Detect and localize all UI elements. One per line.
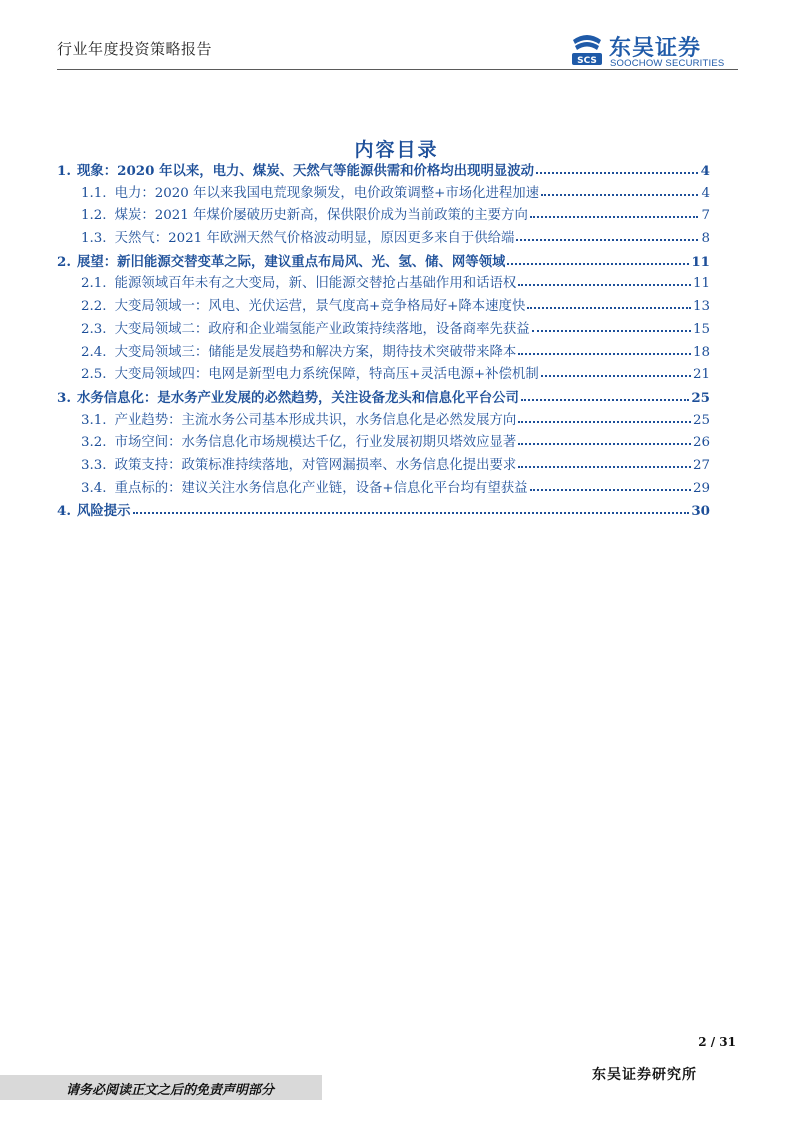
toc-section[interactable] [57, 387, 710, 410]
toc-entry-text: 大变局领域二：政府和企业端氢能产业政策持续落地，设备商率先获益 [114, 321, 530, 337]
toc-entry-page: 21 [692, 367, 710, 383]
toc-entry-page: 26 [692, 435, 710, 451]
toc-subsection[interactable] [57, 228, 710, 251]
toc-entry-text: 大变局领域三：储能是发展趋势和解决方案，期待技术突破带来降本 [114, 344, 517, 360]
toc-subsection[interactable] [57, 432, 710, 455]
toc-entry-text: 天然气：2021 年欧洲天然气价格波动明显，原因更多来自于供给端 [114, 231, 515, 247]
toc-subsection[interactable] [57, 455, 710, 478]
toc-entry-text: 产业趋势：主流水务公司基本形成共识，水务信息化是必然发展方向 [114, 412, 517, 428]
toc-entry-text: 展望：新旧能源交替变革之际，建议重点布局风、光、氢、储、网等领域 [76, 253, 506, 270]
toc-dot-leader [532, 320, 691, 332]
toc-entry-number: 3.2. [81, 435, 107, 451]
toc-dot-leader [530, 206, 698, 218]
toc-entry-page: 4 [700, 163, 710, 179]
toc-entry-page: 11 [691, 253, 710, 270]
toc-entry-number: 3.3. [81, 457, 107, 473]
toc-entry-number: 3. [57, 389, 71, 406]
toc-subsection[interactable] [57, 478, 710, 501]
toc-entry-text: 煤炭：2021 年煤价屡破历史新高，保供限价成为当前政策的主要方向 [114, 208, 528, 224]
toc-section[interactable] [57, 500, 710, 523]
toc-entry-page: 4 [701, 185, 710, 201]
toc-subsection[interactable] [57, 319, 710, 342]
toc-dot-leader [518, 433, 691, 445]
toc-section[interactable] [57, 160, 710, 183]
soochow-logo-icon [569, 32, 605, 68]
toc-entry-page: 25 [692, 412, 710, 428]
toc-entry-page: 13 [692, 299, 710, 315]
toc-entry-text: 大变局领域一：风电、光伏运营，景气度高+竞争格局好+降本速度快 [114, 299, 526, 315]
toc-dot-leader [518, 456, 691, 468]
logo-chinese-name: 东吴证券 [609, 36, 702, 61]
toc-entry-text: 现象：2020 年以来，电力、煤炭、天然气等能源供需和价格均出现明显波动 [76, 163, 535, 179]
toc-entry-text: 电力：2020 年以来我国电荒现象频发，电价政策调整+市场化进程加速 [114, 185, 540, 201]
toc-dot-leader [530, 479, 691, 491]
report-type: 行业年度投资策略报告 [57, 40, 213, 58]
toc-entry-number: 3.4. [81, 480, 107, 496]
toc-entry-number: 2. [57, 253, 71, 270]
toc-entry-number: 2.2. [81, 299, 107, 315]
toc-entry-number: 1.2. [81, 208, 107, 224]
toc-entry-text: 市场空间：水务信息化市场规模达千亿，行业发展初期贝塔效应显著 [114, 435, 517, 451]
toc-dot-leader [518, 274, 691, 286]
toc-dot-leader [521, 389, 689, 401]
header-divider [57, 69, 738, 70]
toc-entry-text: 大变局领域四：电网是新型电力系统保障，特高压+灵活电源+补偿机制 [114, 367, 539, 383]
toc-entry-page: 25 [691, 389, 710, 406]
toc-entry-number: 2.3. [81, 321, 107, 337]
toc-entry-number: 3.1. [81, 412, 107, 428]
toc-entry-page: 7 [701, 208, 710, 224]
toc-section[interactable] [57, 251, 710, 274]
toc-dot-leader [507, 253, 689, 265]
toc-entry-number: 2.1. [81, 276, 107, 292]
company-logo [569, 30, 739, 70]
toc-dot-leader [536, 162, 698, 174]
toc-entry-page: 8 [701, 231, 710, 247]
table-of-contents [57, 160, 710, 523]
toc-subsection[interactable] [57, 410, 710, 433]
toc-entry-page: 18 [692, 344, 710, 360]
toc-entry-number: 1. [57, 163, 71, 179]
toc-entry-page: 15 [692, 321, 710, 337]
toc-entry-page: 27 [692, 457, 710, 473]
toc-subsection[interactable] [57, 296, 710, 319]
toc-entry-page: 11 [692, 276, 710, 292]
toc-subsection[interactable] [57, 342, 710, 365]
toc-dot-leader [541, 365, 691, 377]
toc-dot-leader [541, 184, 698, 196]
toc-dot-leader [518, 411, 691, 423]
toc-entry-number: 2.5. [81, 367, 107, 383]
toc-entry-text: 重点标的：建议关注水务信息化产业链，设备+信息化平台均有望获益 [114, 480, 528, 496]
toc-subsection[interactable] [57, 205, 710, 228]
toc-entry-number: 1.1. [81, 185, 107, 201]
toc-dot-leader [133, 502, 690, 514]
toc-subsection[interactable] [57, 364, 710, 387]
toc-subsection[interactable] [57, 273, 710, 296]
toc-entry-text: 水务信息化：是水务产业发展的必然趋势，关注设备龙头和信息化平台公司 [76, 389, 519, 406]
toc-entry-page: 30 [691, 503, 710, 520]
toc-entry-page: 29 [692, 480, 710, 496]
toc-entry-text: 政策支持：政策标准持续落地，对管网漏损率、水务信息化提出要求 [114, 457, 517, 473]
toc-entry-number: 1.3. [81, 231, 107, 247]
disclaimer-notice: 请务必阅读正文之后的免责声明部分 [66, 1083, 275, 1098]
institute-name: 东吴证券研究所 [592, 1067, 697, 1083]
logo-english-name: SOOCHOW SECURITIES [610, 58, 725, 69]
toc-entry-text: 风险提示 [76, 503, 131, 520]
toc-dot-leader [518, 343, 691, 355]
toc-subsection[interactable] [57, 183, 710, 206]
toc-title: 内容目录 [354, 139, 439, 161]
logo-mark-text: SCS [577, 56, 597, 66]
toc-entry-number: 2.4. [81, 344, 107, 360]
toc-dot-leader [527, 297, 691, 309]
toc-entry-number: 4. [57, 503, 71, 520]
page-number: 2 / 31 [698, 1035, 736, 1049]
toc-entry-text: 能源领域百年未有之大变局，新、旧能源交替抢占基础作用和话语权 [114, 276, 517, 292]
toc-dot-leader [516, 229, 698, 241]
